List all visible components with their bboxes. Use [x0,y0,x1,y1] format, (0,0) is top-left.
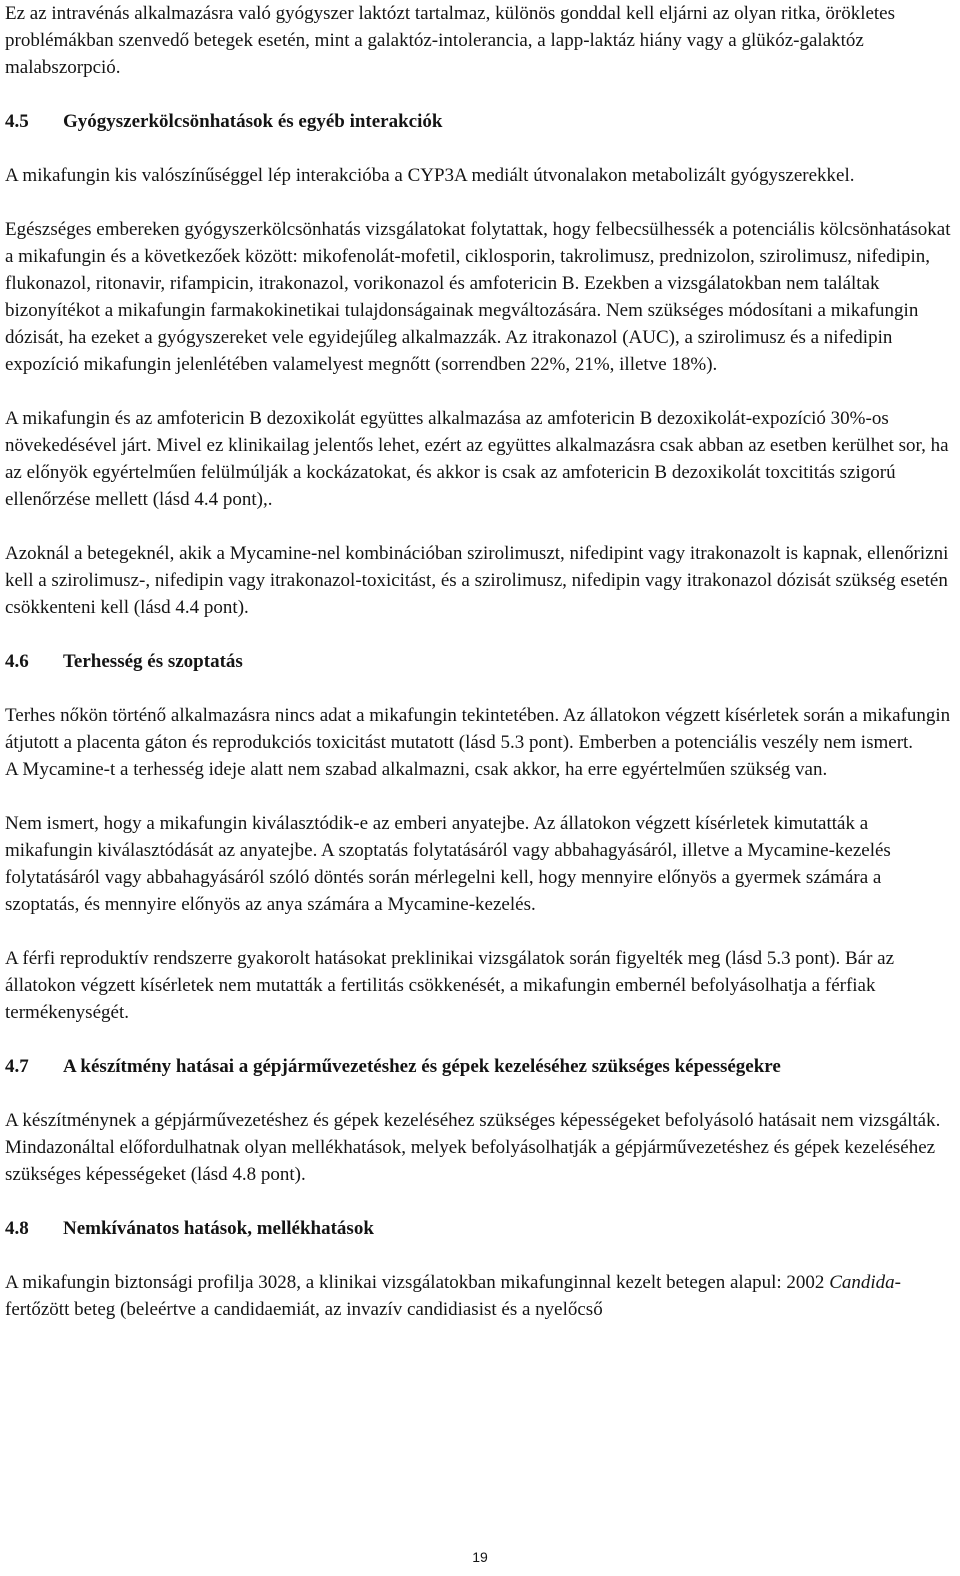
paragraph [5,1269,955,1323]
text-run: A mikafungin biztonsági profilja 3028, a klinikai vizsgálatokban mikafunginnal kezelt betegen alapul: 2002 [5,1272,830,1293]
paragraph: Egészséges embereken gyógyszerkölcsönhatás vizsgálatokat folytattak, hogy felbecsülhessék a potenciális kölcsönhatásokat a mikafungin és a következőek között: mikofenolát-mofetil, ciklosporin, takrolimusz, prednizolon, szirolimusz, nifedipin, flukonazol, ritonavir, rifampicin, itrakonazol, vorikonazol és amfotericin B. Ezekben a vizsgálatokban nem találtak bizonyítékot a mikafungin farmakokinetikai tulajdonságainak megváltozására. Nem szükséges módosítani a mikafungin dózisát, ha ezeket a gyógyszereket vele egyidejűleg alkalmazzák. Az itrakonazol (AUC), a szirolimusz és a nifedipin expozíció mikafungin jelenlétében valamelyest megnőtt (sorrendben 22%, 21%, illetve 18%). [5,219,951,375]
paragraph: Terhes nőkön történő alkalmazásra nincs adat a mikafungin tekintetében. Az állatokon végzett kísérletek során a mikafungin átjutott a placenta gáton és reprodukciós toxicitást mutatott (lásd 5.3 pont). Emberben a potenciális veszély nem ismert. [5,705,951,753]
section-number: 4.6 [5,651,29,672]
section-heading-4-6 [5,648,955,675]
section-heading-4-7 [5,1053,955,1080]
section-title: Terhesség és szoptatás [63,651,243,672]
section-number: 4.7 [5,1056,29,1077]
paragraph: Azoknál a betegeknél, akik a Mycamine-nel kombinációban szirolimuszt, nifedipint vagy itrakonazolt is kapnak, ellenőrizni kell a szirolimusz-, nifedipin vagy itrakonazol-toxicitást, és a szirolimusz, nifedipin vagy itrakonazol dózisát szükség esetén csökkenteni kell (lásd 4.4 pont). [5,543,949,618]
section-heading-4-5 [5,108,955,135]
paragraph: A Mycamine-t a terhesség ideje alatt nem szabad alkalmazni, csak akkor, ha erre egyértelműen szükség van. [5,759,828,780]
paragraph: A férfi reproduktív rendszerre gyakorolt hatásokat preklinikai vizsgálatok során figyelték meg (lásd 5.3 pont). Bár az állatokon végzett kísérletek nem mutatták a fertilitás csökkenését, a mikafungin embernél befolyásolhatja a férfiak termékenységét. [5,948,895,1023]
page-number: 19 [472,1549,488,1565]
section-title: Gyógyszerkölcsönhatások és egyéb interakciók [63,111,443,132]
text-run: -fertőzött beteg (beleértve a candidaemiát, az invazív candidiasist és a nyelőcső [5,1272,901,1320]
document-page [5,0,955,1323]
paragraph: A mikafungin és az amfotericin B dezoxikolát együttes alkalmazása az amfotericin B dezoxikolát-expozíció 30%-os növekedésével járt. Mivel ez klinikailag jelentős lehet, ezért az együttes alkalmazásra csak abban az esetben kerülhet sor, ha az előnyök egyértelműen felülmúlják a kockázatokat, és akkor is csak az amfotericin B dezoxikolát toxcititás szigorú ellenőrzése mellett (lásd 4.4 pont),. [5,408,949,510]
paragraph: Nem ismert, hogy a mikafungin kiválasztódik-e az emberi anyatejbe. Az állatokon végzett kísérletek kimutatták a mikafungin kiválasztódását az anyatejbe. A szoptatás folytatásáról vagy abbahagyásáról, illetve a Mycamine-kezelés folytatásáról vagy abbahagyásáról szóló döntés során mérlegelni kell, hogy mennyire előnyös a gyermek számára a szoptatás, és mennyire előnyös az anya számára a Mycamine-kezelés. [5,813,891,915]
section-heading-4-8 [5,1215,955,1242]
section-title: A készítmény hatásai a gépjárművezetéshez és gépek kezeléséhez szükséges képességekre [63,1056,781,1077]
italic-term: Candida [829,1272,895,1293]
section-number: 4.5 [5,111,29,132]
intro-paragraph: Ez az intravénás alkalmazásra való gyógyszer laktózt tartalmaz, különös gonddal kell eljárni az olyan ritka, örökletes problémákban szenvedő betegek esetén, mint a galaktóz-intolerancia, a lapp-laktáz hiány vagy a glükóz-galaktóz malabszorpció. [5,3,896,78]
section-number: 4.8 [5,1218,29,1239]
section-title: Nemkívánatos hatások, mellékhatások [63,1218,374,1239]
paragraph: A mikafungin kis valószínűséggel lép interakcióba a CYP3A mediált útvonalakon metabolizált gyógyszerekkel. [5,165,855,186]
paragraph: A készítménynek a gépjárművezetéshez és gépek kezeléséhez szükséges képességeket befolyásoló hatásait nem vizsgálták. Mindazonáltal előfordulhatnak olyan mellékhatások, melyek befolyásolhatják a gépjárművezetéshez és gépek kezeléséhez szükséges képességeket (lásd 4.8 pont). [5,1110,941,1185]
